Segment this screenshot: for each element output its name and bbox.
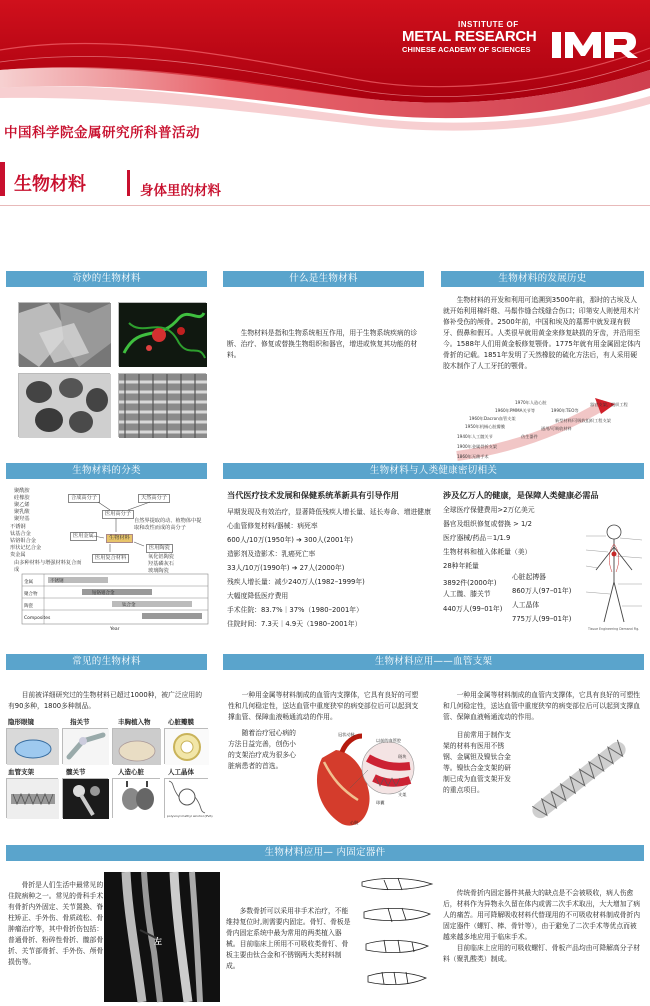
health-left-line: 600人/10万(1950年) ➔ 300人(2001年) — [227, 536, 354, 544]
polymer-item: 聚酰胺 — [14, 488, 30, 494]
finger-joint-image — [62, 728, 108, 764]
medical-polymer-box: 医用高分子 — [102, 510, 134, 519]
section-common: 常见的生物材料 — [6, 654, 207, 670]
polymer-item: 聚羟基 — [14, 516, 30, 522]
vessel-paragraph-4: 目前常用于制作支架的材料有医用不锈钢、金属钽及镍钛合金等。镍钛合金支架的研制已成为血管支架开发的重点项目。 — [443, 731, 511, 794]
activity-title: 中国科学院金属研究所科普活动 — [4, 125, 200, 141]
health-right-line: 28种年耗量 — [443, 562, 479, 570]
biomaterial-center: 生物材料 — [106, 534, 133, 543]
micrograph-cells-image — [118, 302, 206, 366]
health-pacer — [512, 572, 586, 625]
timeline-11: 仿生器件 — [521, 434, 538, 439]
institute-line2: METAL RESEARCH — [402, 28, 537, 45]
stat-line: 3892件(2000年) — [443, 579, 497, 587]
stat-line: 人工髋、膝关节 — [443, 590, 491, 598]
title-divider — [127, 170, 130, 196]
imr-logo — [552, 30, 642, 60]
history-text — [443, 295, 643, 372]
era-steel: 不锈钢 — [50, 579, 64, 584]
ceramic-item: 玻璃陶瓷 — [148, 568, 169, 574]
classification-diagram — [10, 488, 210, 634]
polymer-item: 硅橡胶 — [14, 495, 30, 501]
health-right-line: 医疗器械/药品＝1/1.9 — [443, 534, 511, 542]
metal-item: 钛基合金 — [10, 531, 31, 537]
polymer-item: 聚乙烯 — [14, 502, 30, 508]
era-row-metal: 金属 — [24, 580, 33, 585]
metal-item: 贵金属 — [10, 552, 26, 558]
section-history: 生物材料的发展历史 — [441, 271, 644, 287]
era-row-ceramic: 陶瓷 — [24, 604, 33, 609]
label-vessel-stent: 血管支架 — [8, 768, 34, 776]
timeline-7: 1860年无菌手术 — [457, 454, 489, 459]
ceramic-item: 羟基磷灰石 — [148, 561, 174, 567]
metal-item: 不锈钢 — [10, 524, 26, 530]
era-row-polymer: 聚合物 — [24, 592, 38, 597]
label-hip-joint: 髋关节 — [66, 768, 86, 776]
history-paragraph: 生物材料的开发和利用可追溯到3500年前，那时的古埃及人就开始利用棉纤维、马鬃作缝合线缝合伤口；印第安人则使用木片修补受伤的颅骨。2500年前，中国和埃及的墓葬中就发现有假牙、假鼻和假耳。人类很早就用黄金来修复缺损的牙齿，并沿用至今。1588年人们用黄金板修复颚骨。1775年就有用金属固定体内骨折的记载。1851年发明了天然橡胶的硫化方法后，有人采用硬胶木制作了人工牙托的颚骨。 — [443, 296, 641, 370]
main-title: 生物材料 — [14, 174, 86, 195]
what-paragraph: 生物材料是指和生物系统相互作用，用于生物系统疾病的诊断、治疗、修复或替换生物组织和器官，增进或恢复其功能的材料。 — [227, 329, 418, 359]
health-right-line: 生物材料和植入体耗量（美） — [443, 548, 532, 556]
fixation-paragraph-4: 目前临床上应用的可吸收螺钉、骨板产品均由可降解高分子材料（聚乳酸类）制成。 — [443, 944, 641, 963]
health-left-line: 33人/10万(1990年) ➔ 27人(2000年) — [227, 564, 345, 572]
what-text — [227, 328, 421, 361]
vessel-right-text-2 — [443, 730, 513, 796]
topic-title-row — [0, 162, 650, 212]
timeline-8: 1990年TEO等 — [551, 408, 579, 413]
metal-item: 钴铬钼合金 — [10, 538, 36, 544]
timeline-10: 通用/可吸收材料 — [541, 426, 572, 431]
section-classify: 生物材料的分类 — [6, 463, 207, 479]
heart-label-coronary: 冠状动脉 — [338, 732, 355, 737]
vessel-stent-image — [6, 778, 58, 818]
health-right-heading: 涉及亿万人的健康，是保障人类健康必需品 — [443, 490, 599, 500]
stent-photo — [514, 730, 644, 830]
medical-ceramic-box: 医用陶瓷 — [146, 544, 173, 553]
heart-label-stent: 支架 — [398, 792, 407, 797]
title-underline — [0, 205, 650, 206]
fracture-xray-image — [104, 872, 220, 1002]
heart-label-balloon: 球囊 — [376, 800, 385, 805]
fixation-paragraph-3: 传统骨折内固定器件其最大的缺点是不会被吸收，病人伤愈后，材料作为异物永久留在体内或需二次手术取出，大大增加了病人的痛苦。用可降解吸收材料代替现用的不可吸收材料制成骨折内固定器件（螺钉、棒、骨针等），由于避免了二次手术等优点而被越来越多地应用于临床手术。 — [443, 889, 641, 941]
fixation-left-text — [8, 880, 104, 968]
section-health: 生物材料与人类健康密切相关 — [223, 463, 644, 479]
label-heart-valve: 心脏瓣膜 — [168, 718, 194, 726]
institute-name — [402, 20, 542, 54]
heart-label-lumen: 以前的血管腔 — [376, 738, 402, 743]
era-row-composite: Composites — [24, 616, 51, 621]
health-right-line: 全球医疗保健费用>2万亿美元 — [443, 506, 535, 514]
human-body-implant-figure — [584, 522, 644, 632]
fixation-paragraph-2: 多数骨折可以采用非手术治疗，不能维持复位时,则需要内固定。骨钉、骨板是骨内固定系统中最为常用的两类植入器械。目前临床上所用不可吸收类骨钉、骨板主要由钛合金和不锈钢两大类材料制成。 — [226, 907, 351, 970]
medical-metal-box: 医用金属 — [70, 532, 97, 541]
contact-lens-image — [6, 728, 58, 764]
metal-item: 形状记忆合金 — [10, 545, 42, 551]
health-right-line: 器官及组织修复或替换 > 1/2 — [443, 520, 532, 528]
health-left-line: 住院时间：7.3天｜4.9天（1980–2001年） — [227, 620, 362, 628]
pacer-line: 775万人(99–01年) — [512, 615, 572, 623]
vessel-left-text-2 — [228, 728, 300, 772]
health-left-block — [227, 490, 437, 630]
hip-joint-image — [62, 778, 108, 818]
timeline-5: 1940年人工髋关节 — [457, 434, 493, 439]
heart-stent-diagram — [302, 728, 422, 830]
era-axis: Year — [110, 627, 120, 632]
history-timeline — [455, 398, 645, 460]
pacer-line: 人工晶体 — [512, 601, 540, 609]
heart-label-plaque: 斑块 — [398, 754, 407, 759]
timeline-9: 新型材料/可吸收组织工程支架 — [555, 418, 611, 423]
sub-title: 身体里的材料 — [140, 183, 221, 199]
vessel-left-text — [228, 690, 422, 723]
fixation-paragraph-1: 骨折是人们生活中最常见的住院病种之一。常见的骨科手术有骨折内外固定、关节置换、脊柱矫正、手外伤、骨质疏松、骨肿瘤治疗等，其中骨折伤包括：普通骨折、粉碎性骨折、髋部骨折、关节部骨折、手外伤、颅骨损伤等。 — [8, 881, 104, 966]
classification-arrows — [10, 488, 210, 578]
common-paragraph: 目前被详细研究过的生物材料已超过1000种，被广泛应用的有90多种，1800多种制品。 — [8, 691, 203, 710]
pacer-line: 心脏起搏器 — [512, 573, 546, 581]
title-accent — [0, 162, 5, 196]
health-left-line: 大幅度降低医疗费用 — [227, 592, 289, 600]
iol-caption: polyvinyl methyl alcohol (PVA) — [167, 814, 213, 818]
health-left-line: 手术住院：83.7%｜37%（1980–2001年） — [227, 606, 363, 614]
health-left-line: 残疾人增长量：减少240万人(1982–1999年) — [227, 578, 365, 586]
timeline-4: 1950年机械心脏瓣膜 — [465, 424, 505, 429]
common-text — [8, 690, 206, 712]
institute-line3: CHINESE ACADEMY OF SCIENCES — [402, 45, 531, 54]
vessel-right-text — [443, 690, 643, 723]
label-artificial-heart: 人造心脏 — [118, 768, 144, 776]
timeline-6: 1900年金属骨折支架 — [457, 444, 497, 449]
xray-side-label: 左 — [154, 937, 162, 946]
section-wonder: 奇妙的生物材料 — [6, 271, 207, 287]
health-stats — [443, 578, 513, 615]
label-contact-lens: 隐形眼镜 — [8, 718, 34, 726]
timeline-3: 1960年Dacron血管支架 — [469, 416, 516, 421]
label-breast-implant: 丰胸植入物 — [118, 718, 151, 726]
section-fixation: 生物材料应用— 内固定器件 — [6, 845, 644, 861]
heart-valve-image — [164, 728, 208, 764]
polymer-item: 聚乳酸 — [14, 509, 30, 515]
ceramic-item: 氧化铝陶瓷 — [148, 554, 174, 560]
health-left-line: 心血管修复材料/器械：病死率 — [227, 522, 318, 530]
timeline-2: 1960年PMMA关节等 — [495, 408, 536, 413]
label-finger-joint: 指关节 — [70, 718, 90, 726]
bone-plate-drawing — [354, 872, 440, 1004]
composite-box: 医用复合材料 — [92, 554, 129, 563]
vessel-paragraph-3: 一种用金属等材料制成的血管内支撑体，它具有良好的可塑性和几何稳定性，送达血管中重度狭窄的病变部位后可以起到支撑血管、保障血液畅通流动的作用。 — [443, 691, 641, 721]
stat-line: 440万人(99–01年) — [443, 605, 503, 613]
materials-era-table — [22, 574, 208, 632]
fiber-structure-image — [118, 373, 206, 437]
iol-image — [164, 778, 213, 818]
pacer-line: 860万人(97–01年) — [512, 587, 572, 595]
micrograph-bone-image — [18, 302, 110, 366]
timeline-1: 1970年人造心脏 — [515, 400, 547, 405]
health-left-line: 早期发现及有效治疗，显著降低残疾人增长量、延长寿命、增进健康 — [227, 508, 431, 516]
section-vessel: 生物材料应用——血管支架 — [223, 654, 644, 670]
natural-polymer-box: 天然高分子 — [138, 494, 170, 503]
synthetic-polymer-box: 合成高分子 — [68, 494, 100, 503]
porous-scaffold-image — [18, 373, 110, 437]
era-ti: 钛合金 — [122, 603, 136, 608]
heart-label-heart: 心脏 — [350, 820, 359, 825]
label-iol: 人工晶体 — [168, 768, 194, 776]
timeline-12: 器官支架、组织工程 — [590, 402, 628, 407]
composite-note: 由多种材料与增强材料复合而成 — [14, 560, 82, 573]
era-cocr: 钴铬钼合金 — [92, 591, 115, 596]
artificial-heart-image — [112, 778, 160, 818]
health-left-heading: 当代医疗技术发展和保健系统革新具有引导作用 — [227, 490, 399, 500]
vessel-paragraph-1: 一种用金属等材料制成的血管内支撑体，它具有良好的可塑性和几何稳定性，送达血管中重度狭窄的病变部位后可以起到支撑血管、保障血液畅通流动的作用。 — [228, 691, 419, 721]
natural-source-note: 自然界提取的动、植物体中提取和改性而成的高分子 — [134, 518, 202, 531]
institute-line1: INSTITUTE OF — [458, 20, 519, 29]
section-what: 什么是生物材料 — [223, 271, 424, 287]
vessel-paragraph-2: 随着治疗冠心病的方法日益完善，创伤小的支架治疗成为很多心脏病患者的首选。 — [228, 729, 296, 770]
health-left-line: 造影剂及造影术：乳癌死亡率 — [227, 550, 316, 558]
breast-implant-image — [112, 728, 160, 764]
fixation-mid-text — [226, 906, 352, 972]
fixation-right-text — [443, 888, 643, 965]
body-figure-caption: Tissue Engineering Demand Fig. — [588, 627, 640, 631]
